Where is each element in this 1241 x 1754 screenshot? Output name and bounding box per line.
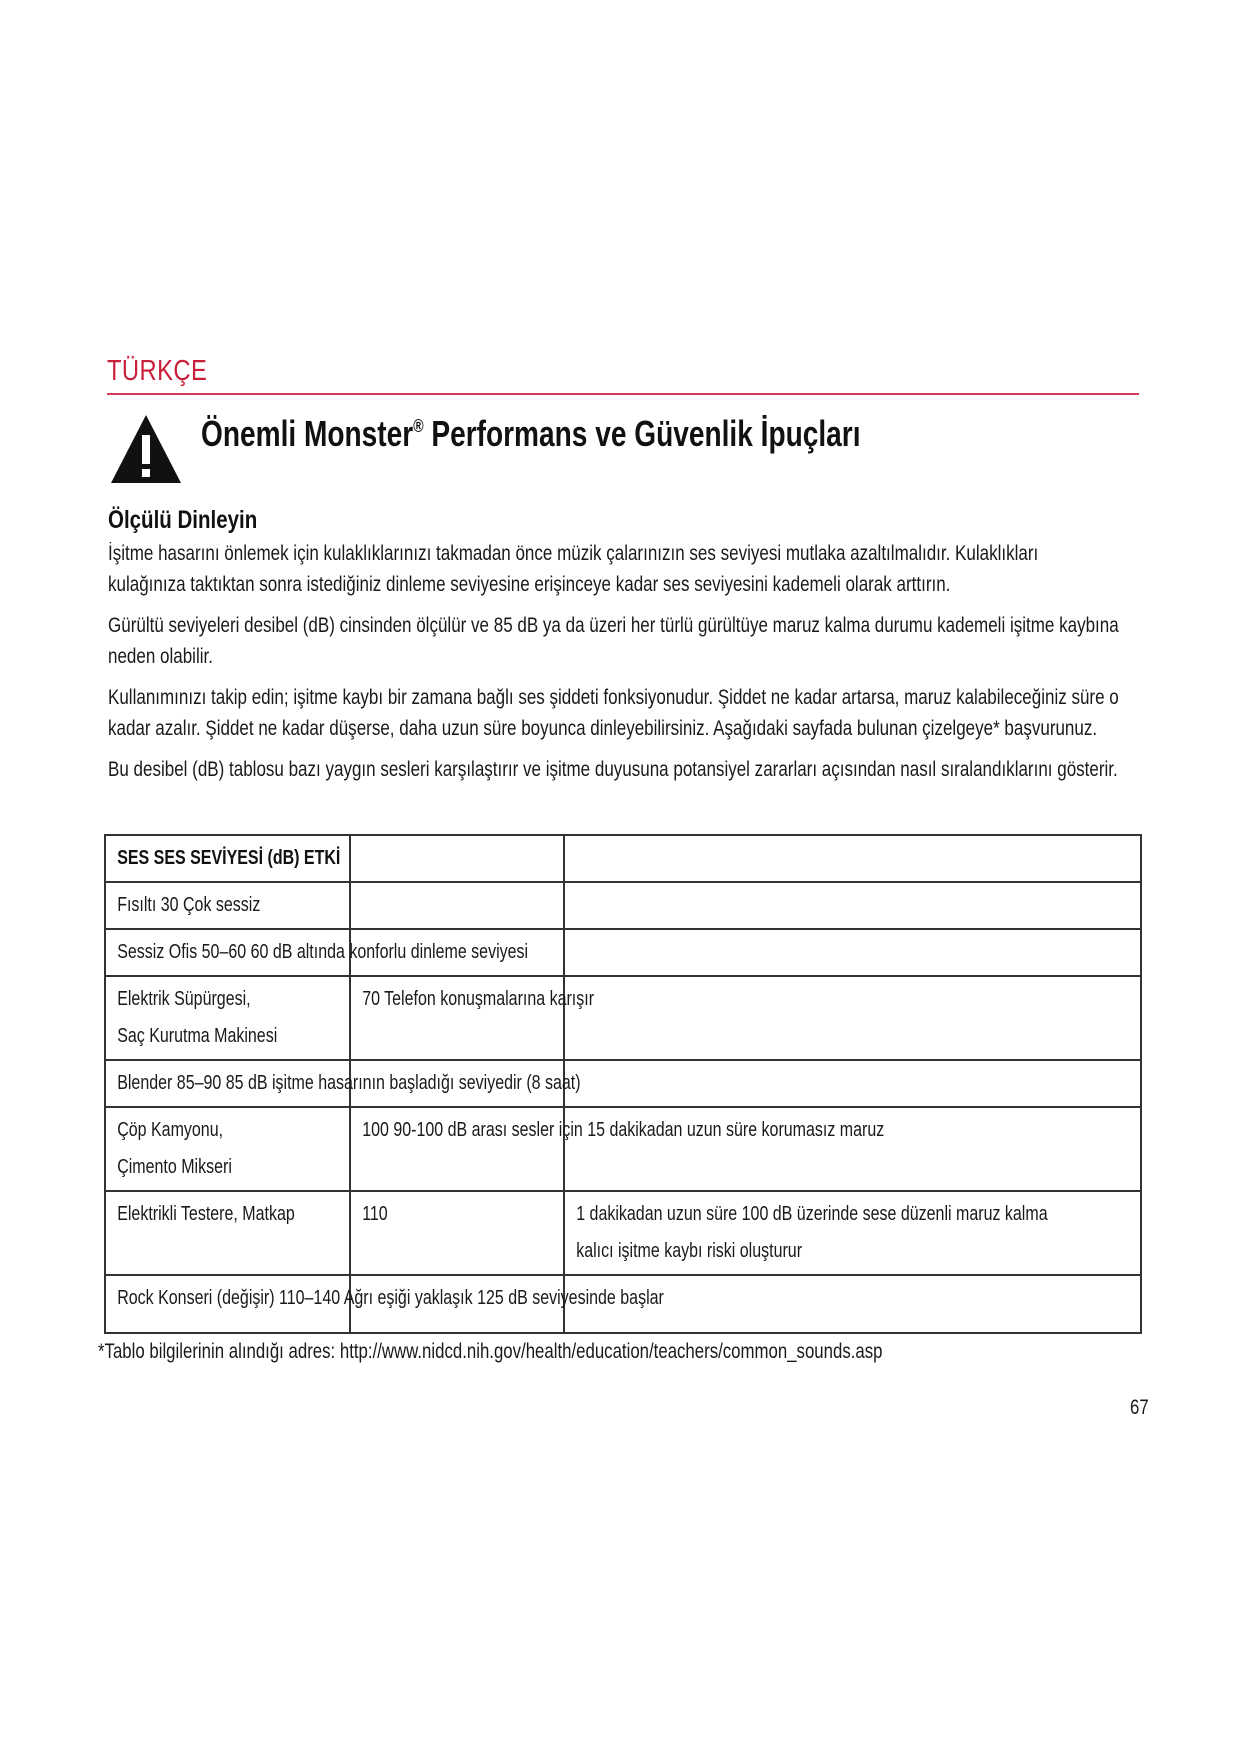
table-row bbox=[105, 1191, 1141, 1275]
row-vacuum-level-effect: 70 Telefon konuşmalarına karışır bbox=[362, 988, 595, 1010]
table-cell bbox=[564, 835, 1141, 882]
table-cell bbox=[564, 976, 1141, 1060]
row-truck-source bbox=[106, 1108, 300, 1190]
table-cell bbox=[105, 1191, 350, 1275]
row-truck-line-2: Çimento Mikseri bbox=[117, 1156, 232, 1178]
row-quiet-office: Sessiz Ofis 50–60 60 dB altında konforlu dinleme seviyesi bbox=[117, 941, 529, 963]
table-cell bbox=[350, 882, 564, 929]
paragraph-3: Kullanımınızı takip edin; işitme kaybı bir zamana bağlı ses şiddeti fonksiyonudur. Şiddet ne kadar artarsa, maruz kalabileceğiniz süre o kadar azalır. Şiddet ne kadar düşerse, daha uzun süre boyunca dinleyebilirsiniz. Aşağıdaki sayfada bulunan çizelgeye* başvurunuz. bbox=[108, 686, 1119, 740]
warning-triangle-icon bbox=[109, 413, 183, 487]
page-number: 67 bbox=[1130, 1396, 1149, 1419]
table-cell bbox=[105, 1275, 664, 1333]
decibel-table bbox=[104, 834, 1142, 1334]
language-label: TÜRKÇE bbox=[107, 355, 208, 387]
title-suffix: Performans ve Güvenlik İpuçları bbox=[423, 413, 861, 454]
registered-mark: ® bbox=[413, 416, 424, 436]
table-header-cell bbox=[105, 835, 350, 882]
table-cell bbox=[105, 1060, 581, 1107]
table-row bbox=[105, 1275, 1141, 1333]
section-heading: Ölçülü Dinleyin bbox=[108, 506, 258, 534]
table-cell bbox=[564, 882, 1141, 929]
table-row bbox=[105, 976, 1141, 1060]
page-title bbox=[201, 413, 861, 455]
table-cell bbox=[564, 1191, 1141, 1275]
row-rock-concert: Rock Konseri (değişir) 110–140 Ağrı eşiği yaklaşık 125 dB seviyesinde başlar bbox=[117, 1287, 664, 1309]
row-vacuum-line-2: Saç Kurutma Makinesi bbox=[117, 1025, 278, 1047]
paragraph-2: Gürültü seviyeleri desibel (dB) cinsinden ölçülür ve 85 dB ya da üzeri her türlü gürültüye maruz kalma durumu kademeli işitme kaybına neden olabilir. bbox=[108, 614, 1119, 668]
row-blender: Blender 85–90 85 dB işitme hasarının başladığı seviyedir (8 saat) bbox=[117, 1072, 581, 1094]
table-row bbox=[105, 929, 1141, 976]
row-vacuum-line-1: Elektrik Süpürgesi, bbox=[117, 988, 251, 1010]
row-whisper: Fısıltı 30 Çok sessiz bbox=[117, 894, 261, 916]
table-cell bbox=[350, 1107, 885, 1191]
table-cell bbox=[564, 1060, 1141, 1107]
row-saw-level: 110 bbox=[362, 1203, 388, 1225]
row-vacuum-source bbox=[106, 977, 300, 1059]
row-truck-level-effect: 100 90-100 dB arası sesler için 15 dakikadan uzun süre korumasız maruz bbox=[362, 1119, 885, 1141]
paragraph-4: Bu desibel (dB) tablosu bazı yaygın sesleri karşılaştırır ve işitme duyusuna potansiyel zararları açısından nasıl sıralandıklarını gösterir. bbox=[108, 758, 1118, 781]
table-row bbox=[105, 882, 1141, 929]
table-cell bbox=[350, 835, 564, 882]
title-prefix: Önemli Monster bbox=[201, 413, 414, 454]
row-saw-effect: 1 dakikadan uzun süre 100 dB üzerinde sese düzenli maruz kalma kalıcı işitme kaybı riski oluşturur bbox=[576, 1203, 1048, 1262]
table-cell bbox=[105, 882, 350, 929]
table-header-row bbox=[105, 835, 1141, 882]
row-truck-line-1: Çöp Kamyonu, bbox=[117, 1119, 224, 1141]
section-body bbox=[108, 538, 1121, 795]
table-cell bbox=[350, 976, 595, 1060]
table-cell bbox=[564, 929, 1141, 976]
language-divider bbox=[107, 393, 1139, 395]
table-cell bbox=[105, 1107, 350, 1191]
table-row bbox=[105, 1060, 1141, 1107]
table-row bbox=[105, 1107, 1141, 1191]
table-cell bbox=[105, 929, 529, 976]
row-saw-source: Elektrikli Testere, Matkap bbox=[117, 1203, 295, 1225]
source-footnote: *Tablo bilgilerinin alındığı adres: http://www.nidcd.nih.gov/health/education/teachers/common_sounds.asp bbox=[98, 1340, 883, 1363]
paragraph-1: İşitme hasarını önlemek için kulaklıklarınızı takmadan önce müzik çalarınızın ses seviyesi mutlaka azaltılmalıdır. Kulaklıkları kulağınıza taktıktan sonra istediğiniz dinleme seviyesine erişinceye kadar ses seviyesini kademeli olarak arttırın. bbox=[108, 542, 1039, 596]
table-header: SES SES SEVİYESİ (dB) ETKİ bbox=[117, 847, 341, 869]
table-cell bbox=[350, 1191, 564, 1275]
table-cell bbox=[105, 976, 350, 1060]
